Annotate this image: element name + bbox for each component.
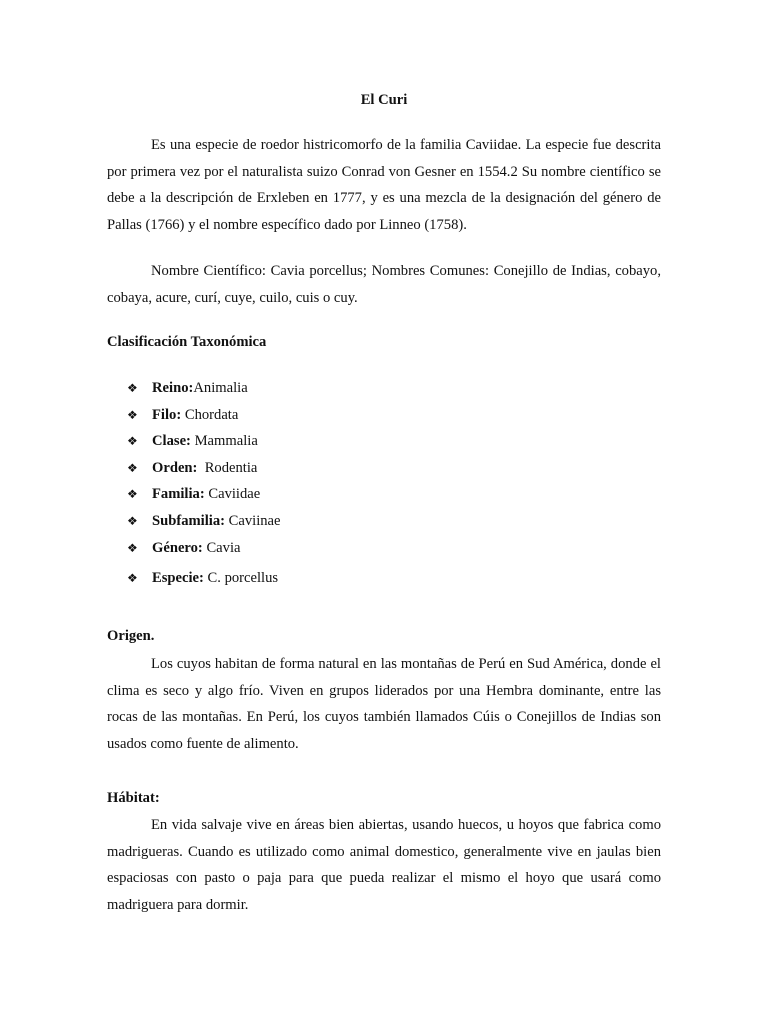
diamond-bullet-icon: ❖: [127, 540, 138, 555]
diamond-bullet-icon: ❖: [127, 513, 138, 528]
taxonomy-value: Rodentia: [197, 459, 258, 476]
taxonomy-item-reino: [127, 375, 281, 402]
names-paragraph: Nombre Científico: Cavia porcellus; Nombres Comunes: Conejillo de Indias, cobayo, cobaya, acure, curí, cuye, cuilo, cuis o cuy.: [107, 263, 661, 306]
taxonomy-heading: Clasificación Taxonómica: [107, 334, 267, 350]
taxonomy-item-subfamilia: [127, 508, 281, 535]
taxonomy-value: C. porcellus: [203, 570, 279, 587]
taxonomy-item-orden: [127, 455, 281, 482]
taxonomy-item-familia: [127, 481, 281, 508]
taxonomy-label: Orden:: [152, 459, 198, 476]
diamond-bullet-icon: ❖: [127, 571, 138, 586]
diamond-bullet-icon: ❖: [127, 460, 138, 475]
diamond-bullet-icon: ❖: [127, 487, 138, 502]
taxonomy-label: Familia:: [152, 486, 205, 503]
taxonomy-value: Cavia: [202, 539, 241, 556]
taxonomy-label: Reino:: [152, 380, 194, 396]
diamond-bullet-icon: ❖: [127, 381, 138, 395]
taxonomy-label: Filo:: [152, 406, 182, 423]
taxonomy-value: Chordata: [181, 406, 239, 423]
intro-paragraph: Es una especie de roedor histricomorfo de la familia Caviidae. La especie fue descrita por primera vez por el naturalista suizo Conrad von Gesner en 1554.2 Su nombre científico se debe a la descripción de Erxleben en 1777, y es una mezcla de la designación del género de Pallas (1766) y el nombre específico dado por Linneo (1758).: [107, 137, 661, 233]
document-title: El Curi: [360, 92, 408, 108]
habitat-paragraph: En vida salvaje vive en áreas bien abiertas, usando huecos, u hoyos que fabrica como madrigueras. Cuando es utilizado como animal domestico, generalmente vive en jaulas bien espaciosas con pasto o paja para que pueda realizar el mismo el hoyo que usará como madriguera para dormir.: [107, 817, 661, 913]
taxonomy-list: [127, 375, 281, 592]
habitat-heading: Hábitat:: [107, 790, 160, 806]
taxonomy-value: Animalia: [193, 380, 248, 396]
taxonomy-item-genero: [127, 535, 281, 562]
taxonomy-label: Género:: [152, 539, 203, 556]
origen-heading: Origen.: [107, 628, 155, 644]
taxonomy-label: Clase:: [152, 433, 191, 450]
taxonomy-item-especie: [127, 565, 281, 592]
taxonomy-label: Subfamilia:: [152, 512, 225, 529]
taxonomy-value: Mammalia: [190, 433, 258, 450]
taxonomy-item-clase: [127, 428, 281, 455]
origen-paragraph: Los cuyos habitan de forma natural en las montañas de Perú en Sud América, donde el clima es seco y algo frío. Viven en grupos liderados por una Hembra dominante, entre las rocas de las montañas. En Perú, los cuyos también llamados Cúis o Conejillos de Indias son usados como fuente de alimento.: [107, 656, 661, 752]
diamond-bullet-icon: ❖: [127, 434, 138, 449]
taxonomy-label: Especie:: [152, 570, 204, 587]
taxonomy-item-filo: [127, 402, 281, 429]
diamond-bullet-icon: ❖: [127, 407, 138, 422]
taxonomy-value: Caviidae: [204, 486, 261, 503]
document-page: [107, 0, 661, 1024]
taxonomy-value: Caviinae: [224, 512, 281, 529]
